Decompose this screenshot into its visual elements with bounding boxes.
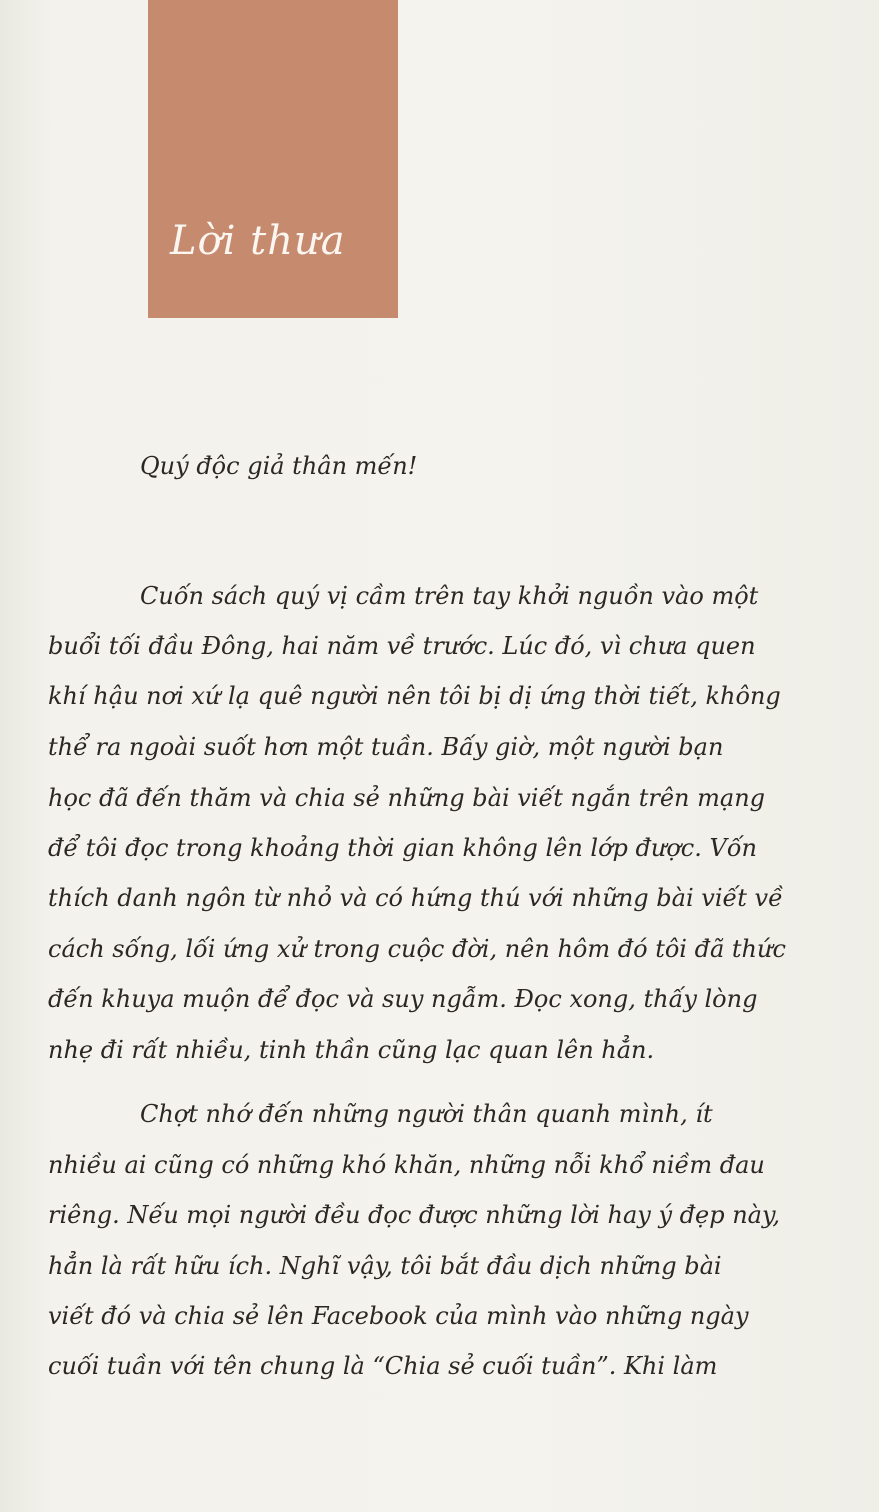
paragraph-1-line-9: đến khuya muộn để đọc và suy ngẫm. Đọc xong, thấy lòng <box>48 985 758 1013</box>
paragraph-2-line-6: cuối tuần với tên chung là “Chia sẻ cuối tuần”. Khi làm <box>48 1352 718 1380</box>
paragraph-1-line-3: khí hậu nơi xứ lạ quê người nên tôi bị dị ứng thời tiết, không <box>48 682 781 710</box>
paragraph-1-line-4: thể ra ngoài suốt hơn một tuần. Bấy giờ, một người bạn <box>48 733 724 761</box>
paragraph-2-line-4: hẳn là rất hữu ích. Nghĩ vậy, tôi bắt đầu dịch những bài <box>48 1252 722 1280</box>
salutation: Quý độc giả thân mến! <box>140 452 418 480</box>
paragraph-1-line-10: nhẹ đi rất nhiều, tinh thần cũng lạc quan lên hẳn. <box>48 1036 655 1064</box>
paragraph-2-line-1: Chợt nhớ đến những người thân quanh mình, ít <box>140 1100 713 1128</box>
paragraph-1-line-7: thích danh ngôn từ nhỏ và có hứng thú với những bài viết về <box>48 884 783 912</box>
chapter-title: Lời thưa <box>170 218 346 264</box>
paragraph-1-line-8: cách sống, lối ứng xử trong cuộc đời, nên hôm đó tôi đã thức <box>48 935 786 963</box>
paragraph-2-line-2: nhiều ai cũng có những khó khăn, những nỗi khổ niềm đau <box>48 1151 765 1179</box>
paragraph-1-line-2: buổi tối đầu Đông, hai năm về trước. Lúc đó, vì chưa quen <box>48 632 756 660</box>
paragraph-1-line-6: để tôi đọc trong khoảng thời gian không lên lớp được. Vốn <box>48 834 757 862</box>
chapter-header-box <box>148 0 398 318</box>
paragraph-2-line-3: riêng. Nếu mọi người đều đọc được những lời hay ý đẹp này, <box>48 1201 780 1229</box>
paragraph-1-line-5: học đã đến thăm và chia sẻ những bài viết ngắn trên mạng <box>48 784 766 812</box>
paragraph-1-line-1: Cuốn sách quý vị cầm trên tay khởi nguồn vào một <box>140 582 759 610</box>
paragraph-2-line-5: viết đó và chia sẻ lên Facebook của mình vào những ngày <box>48 1302 749 1330</box>
